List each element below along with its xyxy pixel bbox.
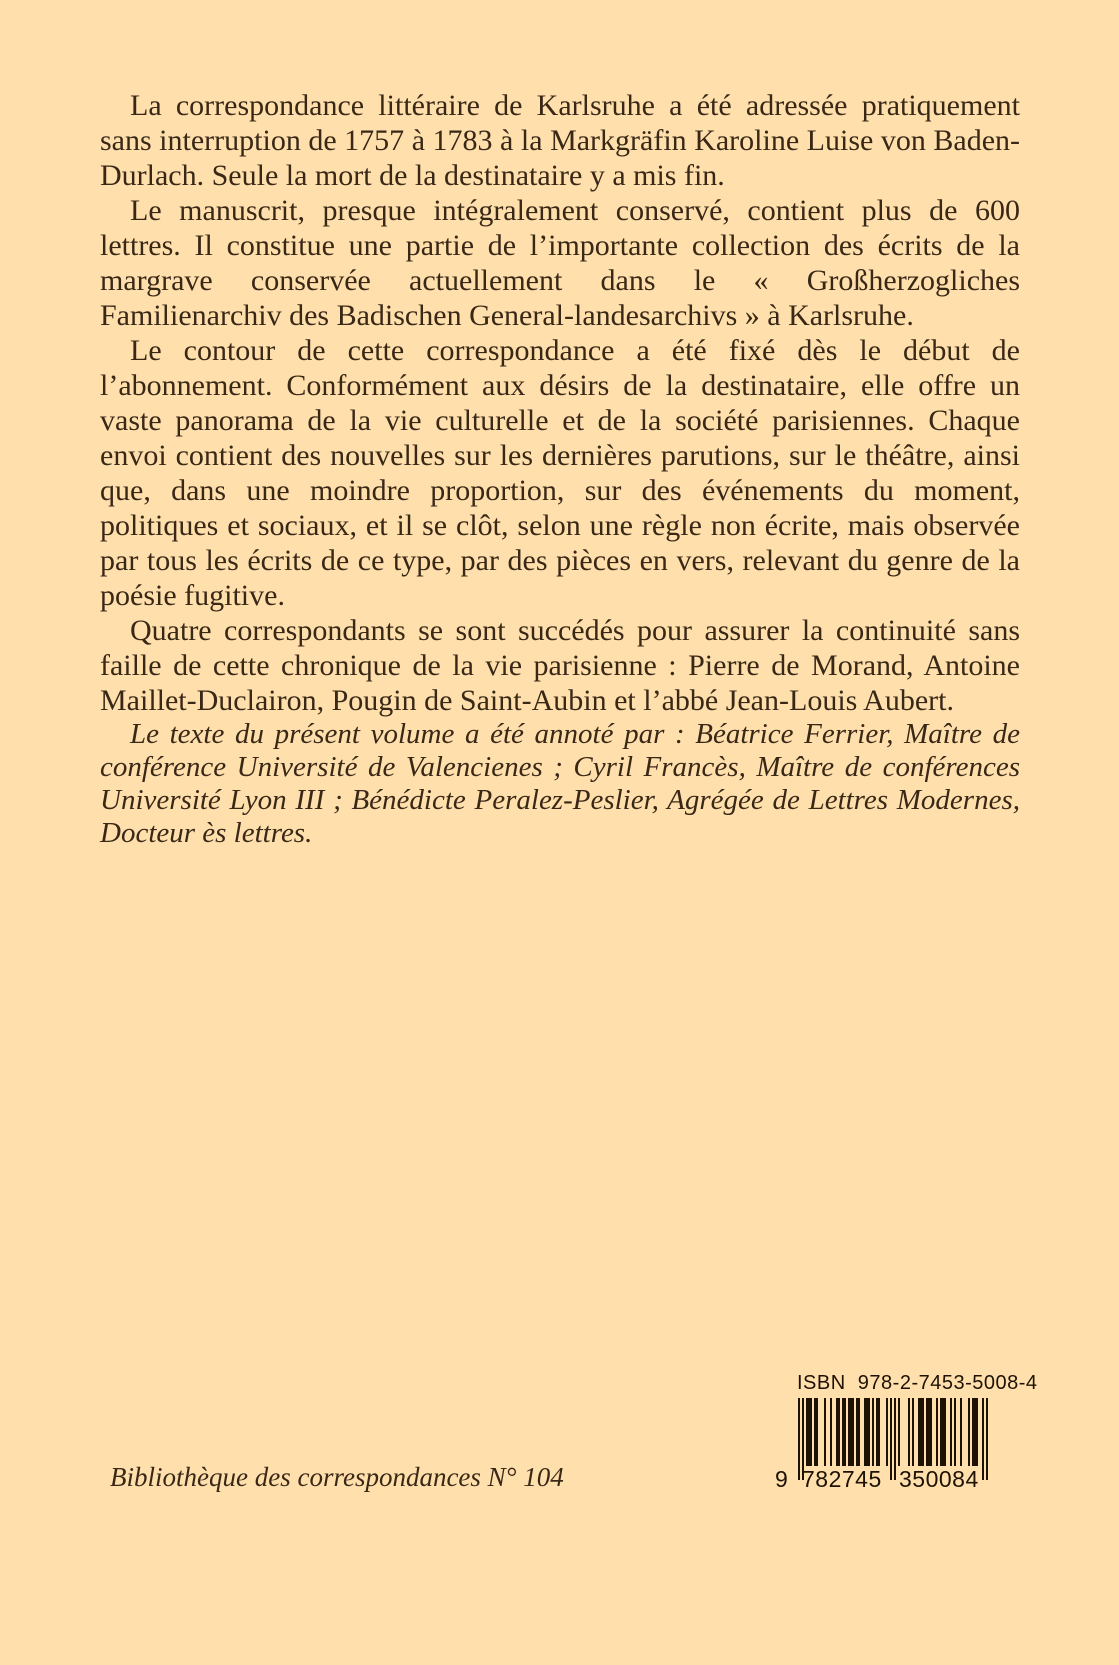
isbn-block (775, 1372, 1038, 1497)
collection-series-label: Bibliothèque des correspondances N° 104 (110, 1462, 564, 1492)
barcode-digits (775, 1466, 1015, 1494)
blurb-paragraph-1: La correspondance littéraire de Karlsruhe a été adressée pratiquement sans interruption de 1757 à 1783 à la Markgräfin Karoline Luise von Baden-Durlach. Seule la mort de la destinataire y a mis fin. (100, 89, 1020, 192)
annotation-paragraph: Le texte du présent volume a été annoté par : Béatrice Ferrier, Maître de conférence Université de Valencienes ; Cyril Francès, Maître de conférences Université Lyon III ; Bénédicte Peralez-Peslier, Agrégée de Lettres Modernes, Docteur ès lettres. (100, 718, 1020, 849)
blurb-paragraph-2: Le manuscrit, presque intégralement conservé, contient plus de 600 lettres. Il constitue une partie de l’importante collection des écrits de la margrave conservée actuellement dans le « Großherzogliches Familienarchiv des Badischen General-landesarchivs » à Karlsruhe. (100, 194, 1020, 332)
isbn-label: ISBN 978-2-7453-5008-4 (797, 1372, 1038, 1394)
blurb-paragraph-3: Le contour de cette correspondance a été fixé dès le début de l’abonnement. Conformément aux désirs de la destinataire, elle offre un vaste panorama de la vie culturelle et de la société parisiennes. Chaque envoi contient des nouvelles sur les dernières parutions, sur le théâtre, ainsi que, dans une moindre proportion, sur des événements du moment, politiques et sociaux, et il se clôt, selon une règle non écrite, mais observée par tous les écrits de ce type, par des pièces en vers, relevant du genre de la poésie fugitive. (100, 334, 1020, 612)
barcode-digit-first: 9 (775, 1466, 788, 1492)
barcode-digits-right: 350084 (899, 1466, 979, 1492)
barcode-digits-left: 782745 (802, 1466, 882, 1492)
back-cover-blurb (100, 88, 1020, 850)
blurb-paragraph-4: Quatre correspondants se sont succédés pour assurer la continuité sans faille de cette chronique de la vie parisienne : Pierre de Morand, Antoine Maillet-Duclairon, Pougin de Saint-Aubin et l’abbé Jean-Louis Aubert. (100, 614, 1020, 717)
